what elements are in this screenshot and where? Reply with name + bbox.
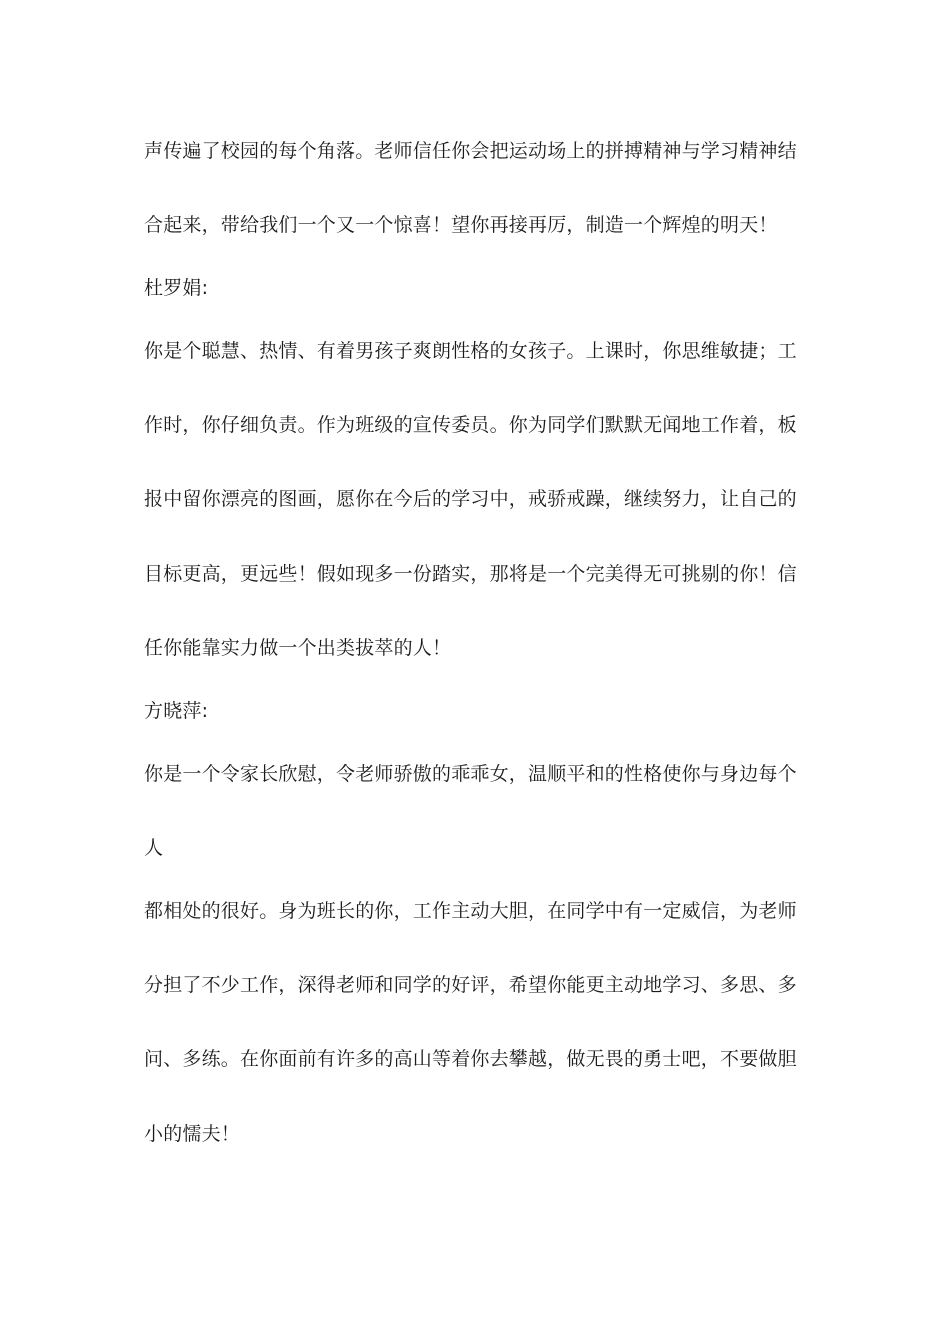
paragraph-line: 人 <box>144 837 164 859</box>
paragraph-line: 小的懦夫！ <box>144 1123 241 1145</box>
paragraph-line: 作时，你仔细负责。作为班级的宣传委员。你为同学们默默无闻地工作着，板 <box>144 414 797 436</box>
paragraph-line: 都相处的很好。身为班长的你，工作主动大胆，在同学中有一定威信，为老师 <box>144 900 797 922</box>
paragraph-line: 任你能靠实力做一个出类拔萃的人！ <box>144 637 452 659</box>
student-name-heading: 杜罗娟: <box>144 277 209 299</box>
paragraph-line: 问、多练。在你面前有许多的高山等着你去攀越，做无畏的勇士吧，不要做胆 <box>144 1048 797 1070</box>
paragraph-line: 声传遍了校园的每个角落。老师信任你会把运动场上的拼搏精神与学习精神结 <box>144 140 797 162</box>
paragraph-line: 你是一个令家长欣慰，令老师骄傲的乖乖女，温顺平和的性格使你与身边每个 <box>144 763 797 785</box>
paragraph-line: 分担了不少工作，深得老师和同学的好评，希望你能更主动地学习、多思、多 <box>144 974 797 996</box>
paragraph-line: 目标更高，更远些！假如现多一份踏实，那将是一个完美得无可挑剔的你！信 <box>144 563 797 585</box>
paragraph-line: 报中留你漂亮的图画，愿你在今后的学习中，戒骄戒躁，继续努力，让自己的 <box>144 488 797 510</box>
paragraph-line: 合起来，带给我们一个又一个惊喜！望你再接再厉，制造一个辉煌的明天！ <box>144 214 778 236</box>
student-name-heading: 方晓萍: <box>144 700 209 722</box>
paragraph-line: 你是个聪慧、热情、有着男孩子爽朗性格的女孩子。上课时，你思维敏捷；工 <box>144 340 797 362</box>
